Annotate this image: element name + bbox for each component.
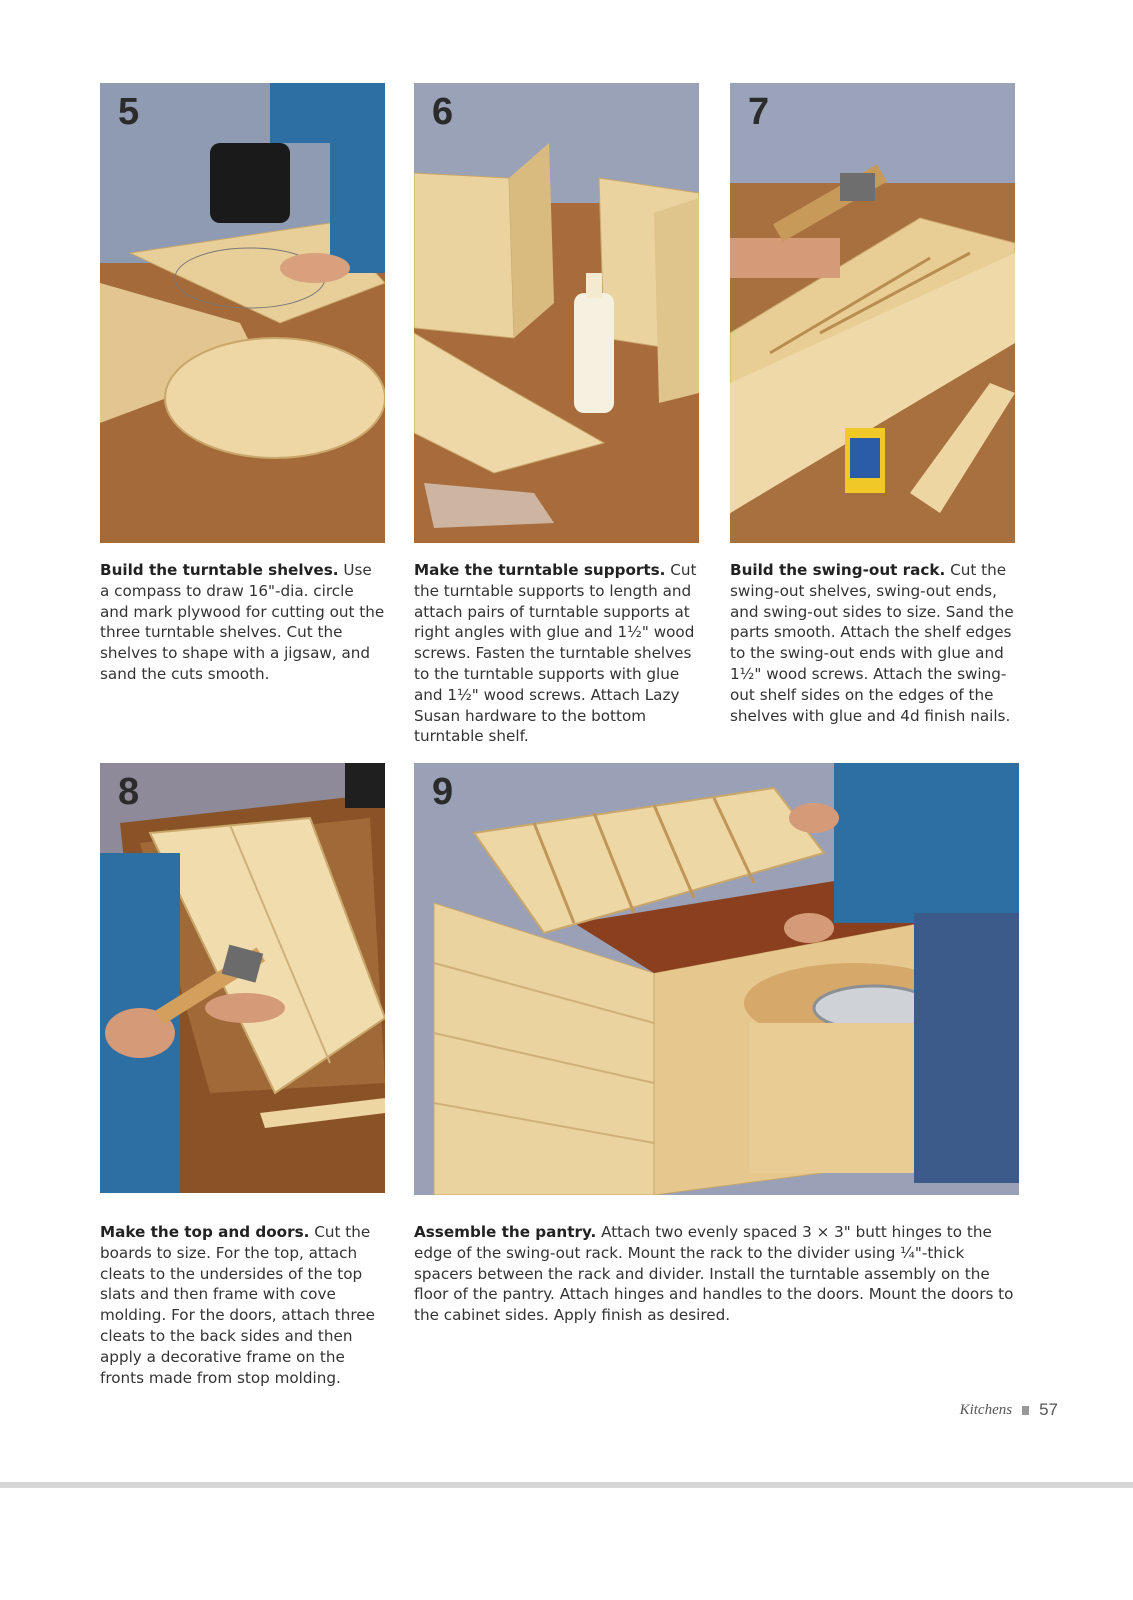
step-title: Make the turntable supports. [414,561,666,579]
step-title: Make the top and doors. [100,1223,310,1241]
step-number: 9 [432,771,454,813]
step-body: Cut the turntable supports to length and attach pairs of turntable supports at right angles with glue and 1½" wood screws. Fasten the turntable shelves to the turntable supports with glue and 1½" wood screws. Attach Lazy Susan hardware to the bottom turntable shelf. [414,561,697,746]
step-7-photo [730,83,1015,543]
step-body: Use a compass to draw 16"-dia. circle and mark plywood for cutting out the three turntable shelves. Cut the shelves to shape with a jigsaw, and sand the cuts smooth. [100,561,385,683]
step-6-photo [414,83,699,543]
step-title: Assemble the pantry. [414,1223,597,1241]
page-number: 57 [1039,1400,1058,1419]
step-9-photo [414,763,1019,1195]
step-number: 7 [748,91,770,133]
step-number: 6 [432,91,454,133]
step-title: Build the turntable shelves. [100,561,339,579]
section-name: Kitchens [959,1401,1013,1418]
square-bullet-icon [1022,1406,1029,1415]
step-title: Build the swing-out rack. [730,561,946,579]
step-5-photo [100,83,385,543]
bottom-divider [0,1482,1133,1488]
step-body: Attach two evenly spaced 3 × 3" butt hinges to the edge of the swing-out rack. Mount the rack to the divider using ¼"-thick spacers between the rack and divider. Install the turntable assembly on the floor of the pantry. Attach hinges and handles to the doors. Mount the doors to the cabinet sides. Apply finish as desired. [414,1223,1014,1325]
step-body: Cut the boards to size. For the top, attach cleats to the undersides of the top slats and then frame with cove molding. For the doors, attach three cleats to the back sides and then apply a decorative frame on the fronts made from stop molding. [100,1223,375,1387]
step-number: 5 [118,91,140,133]
step-body: Cut the swing-out shelves, swing-out ends, and swing-out sides to size. Sand the parts smooth. Attach the shelf edges to the swing-out ends with glue and 1½" wood screws. Attach the swing-out shelf sides on the edges of the shelves with glue and 4d finish nails. [730,561,1014,725]
step-5-caption [100,560,385,685]
step-6-caption [414,560,699,747]
step-number: 8 [118,771,140,813]
page-footer [960,1400,1058,1420]
step-7-caption [730,560,1020,726]
step-8-caption [100,1222,385,1388]
step-8-photo [100,763,385,1193]
step-9-caption [414,1222,1019,1326]
